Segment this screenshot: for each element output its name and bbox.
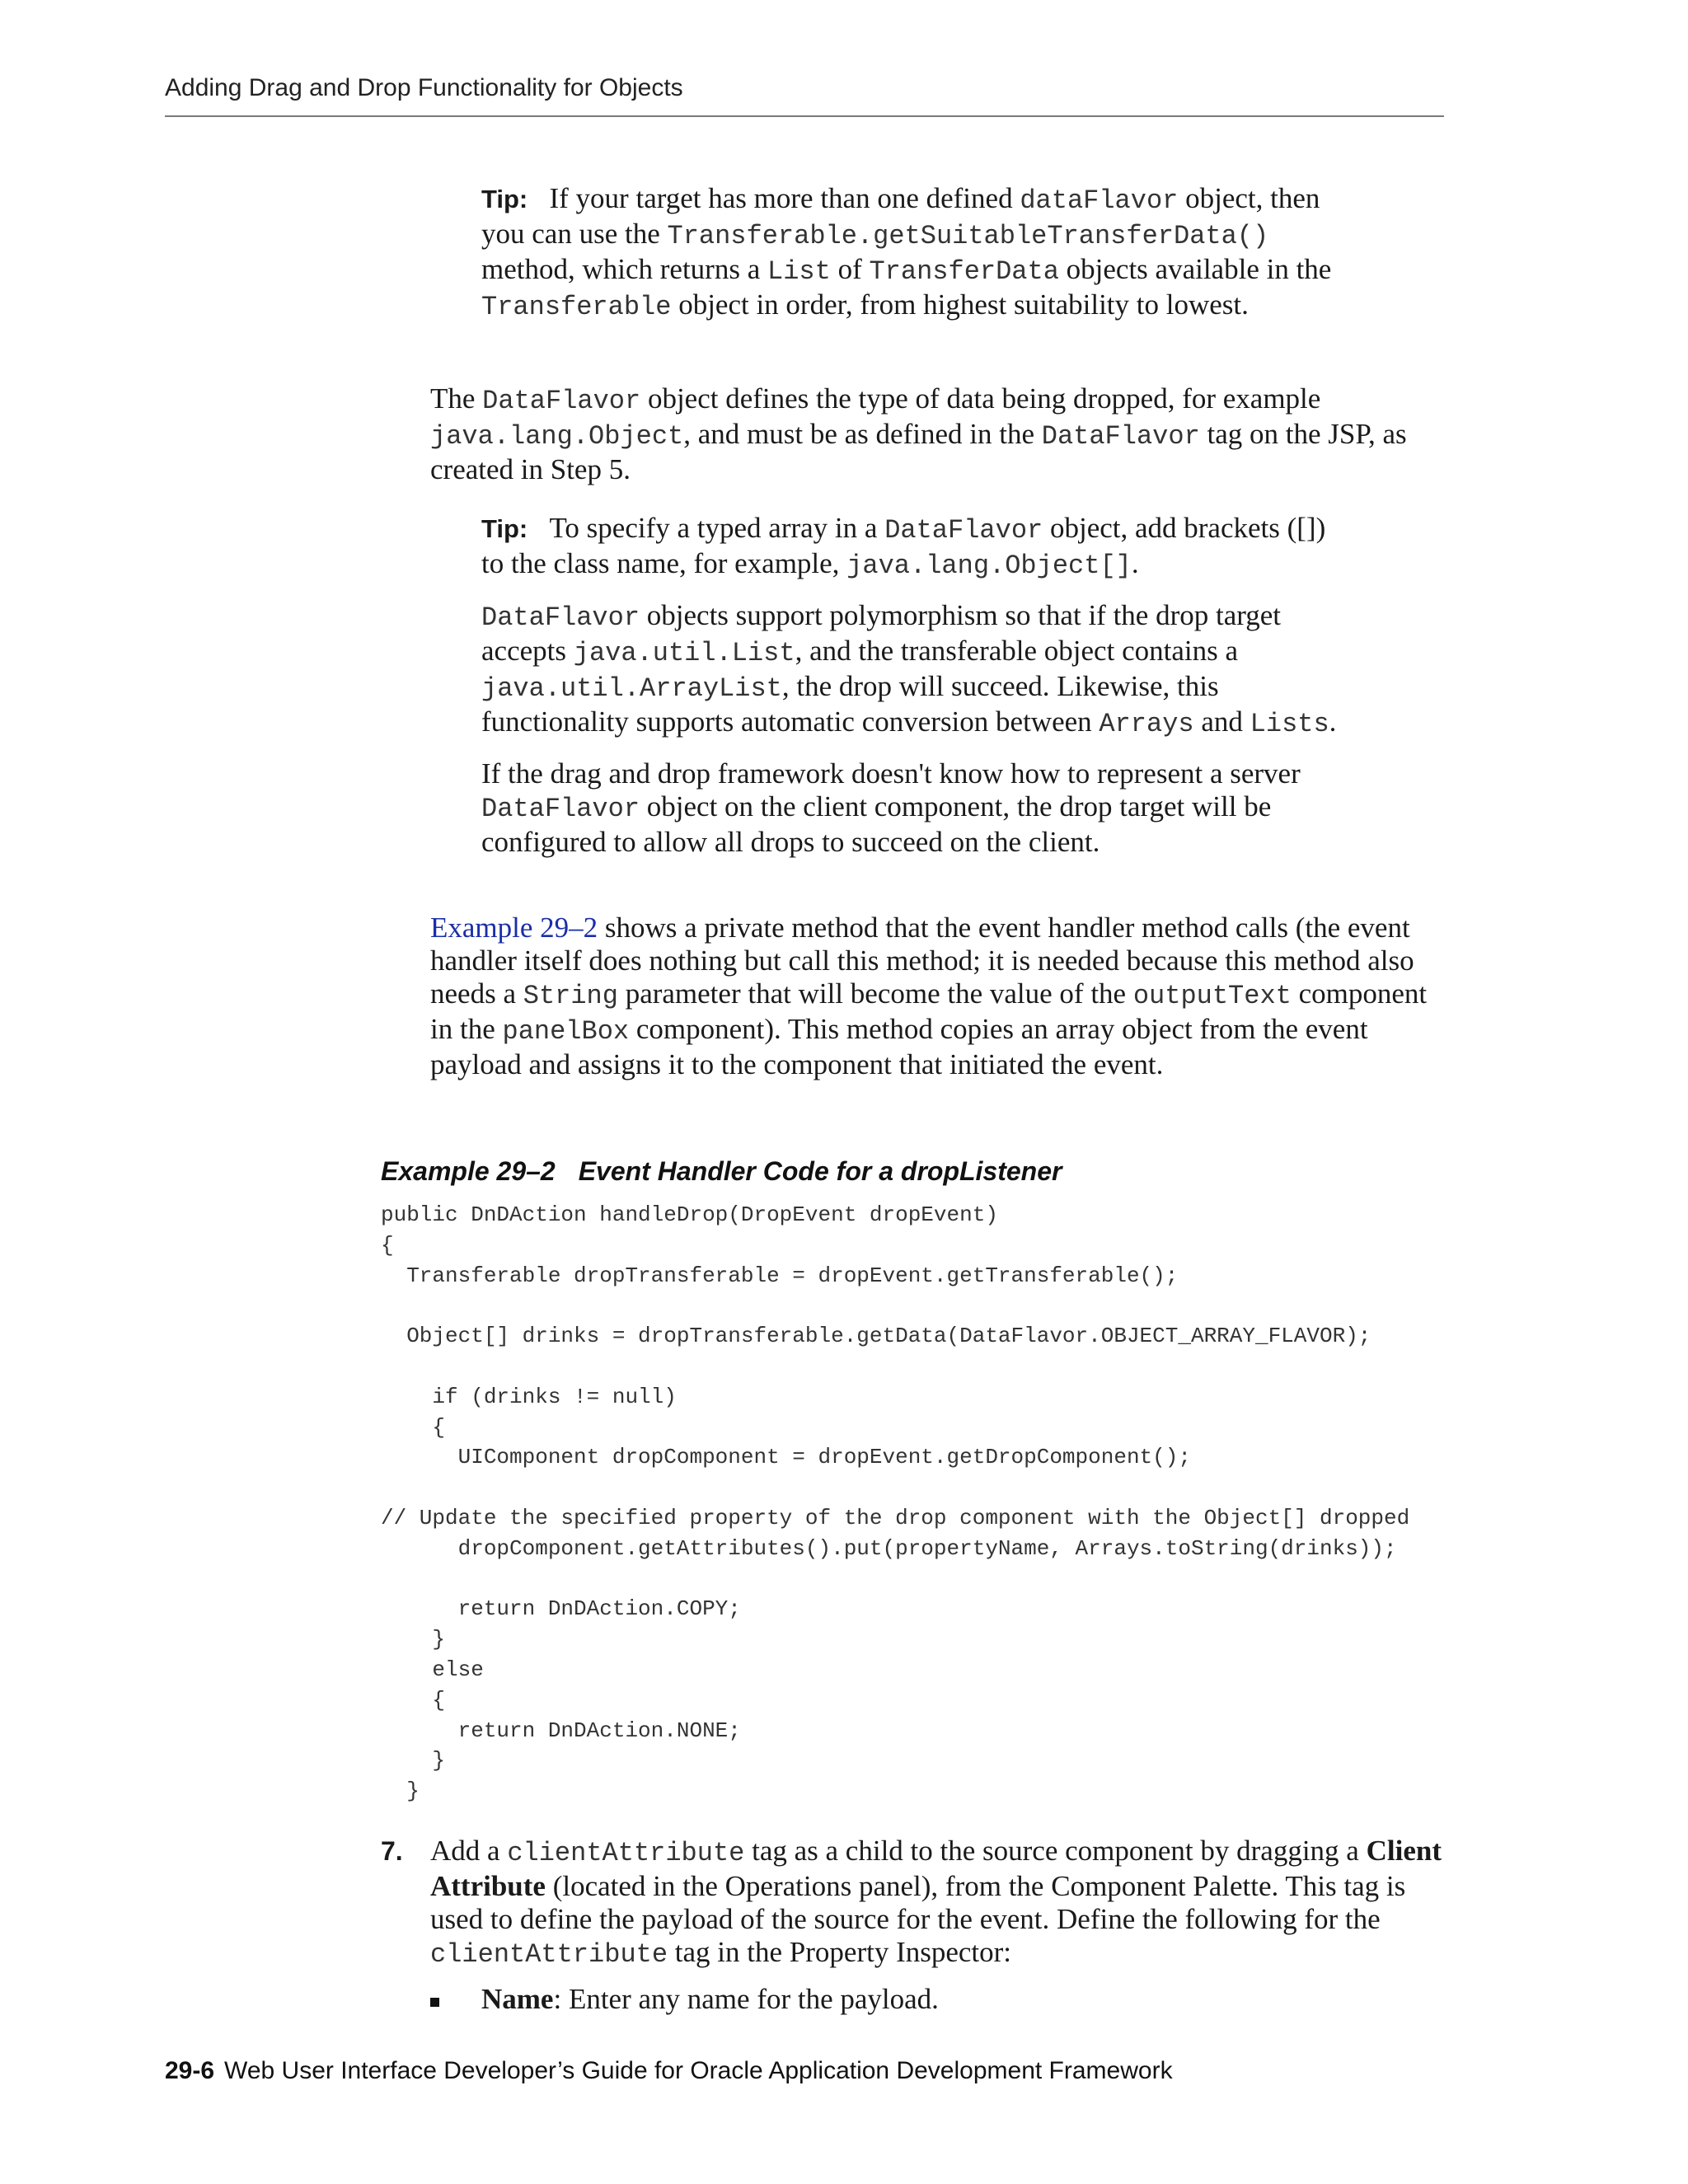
text: tag as a child to the source component by dragging a: [744, 1835, 1367, 1867]
page-footer: [165, 2057, 1173, 2085]
text: component in the: [430, 977, 1428, 1045]
running-header: Adding Drag and Drop Functionality for Objects: [165, 74, 683, 101]
bullet-label: Name: [481, 1983, 554, 2015]
book-title: Web User Interface Developer’s Guide for Oracle Application Development Framework: [224, 2057, 1173, 2084]
paragraph: [430, 912, 1444, 1081]
text: If the drag and drop framework doesn't know how to represent a server: [481, 757, 1301, 790]
example-number: Example 29–2: [381, 1156, 556, 1186]
text: , the drop will succeed. Likewise, this functionality supports automatic conversion between: [481, 670, 1219, 738]
tip-label: Tip:: [481, 185, 528, 213]
code-listing: public DnDAction handleDrop(DropEvent dropEvent) { Transferable dropTransferable = dropEvent.getTransferable(); Object[] drinks = dropTransferable.getData(DataFlavor.OBJECT_ARRAY_FLAVOR); if (drinks != null) { UIComponent dropComponent = dropEvent.getDropComponent(); // Update the specified property of the drop component with the Object[] dropped dropComponent.getAttributes().put(propertyName, Arrays.toString(drinks)); return DnDAction.COPY; } else { return DnDAction.NONE; } }: [381, 1202, 1410, 1804]
text: objects available in the: [1058, 253, 1332, 285]
code-term: java.lang.Object: [430, 421, 684, 452]
text: object in order, from highest suitability to lowest.: [671, 288, 1249, 321]
code-term: panelBox: [502, 1016, 630, 1047]
text: To specify a typed array in a: [549, 512, 885, 544]
text: of: [830, 253, 870, 285]
text: tag on the JSP, as created in Step 5.: [430, 418, 1407, 485]
text: object on the client component, the drop target will be configured to allow all drops to succeed on the client.: [481, 790, 1272, 858]
code-term: DataFlavor: [481, 794, 640, 824]
text: shows a private method that the event handler method calls (the event handler itself does nothing but call this method; it is needed because this method also needs a: [430, 912, 1414, 1010]
bullet-item-name: [481, 1983, 1388, 2016]
body-paragraph-example-intro: [430, 912, 1444, 1081]
paragraph: [430, 1835, 1444, 1971]
code-term: Arrays: [1099, 709, 1194, 739]
paragraph: [481, 1983, 1388, 2016]
tip-paragraph: [481, 512, 1339, 583]
text: : Enter any name for the payload.: [553, 1983, 939, 2015]
text: object defines the type of data being dropped, for example: [640, 382, 1321, 415]
text: method, which returns a: [481, 253, 767, 285]
tip-note-transferable: [481, 182, 1339, 324]
code-term: TransferData: [869, 256, 1059, 287]
code-term: clientAttribute: [507, 1838, 745, 1868]
bullet-square-icon: [430, 1998, 439, 2007]
page-number: 29-6: [165, 2057, 215, 2084]
text: tag in the Property Inspector:: [668, 1936, 1012, 1968]
tip-paragraph: [481, 757, 1339, 859]
step-number: 7.: [381, 1836, 403, 1866]
code-term: DataFlavor: [482, 386, 641, 416]
code-term: dataFlavor: [1020, 185, 1179, 216]
example-link[interactable]: Example 29–2: [430, 912, 598, 944]
text: , and the transferable object contains a: [795, 635, 1238, 667]
tip-paragraph: [481, 599, 1339, 741]
text: .: [1131, 547, 1139, 579]
text: component). This method copies an array object from the event payload and assigns it to the component that initiated the event.: [430, 1013, 1368, 1080]
code-term: java.util.ArrayList: [481, 673, 782, 704]
code-term: clientAttribute: [430, 1939, 668, 1970]
code-term: List: [767, 256, 831, 287]
tip-note-typed-array: [481, 512, 1339, 859]
text: object, add brackets ([]) to the class name, for example,: [481, 512, 1326, 579]
code-term: java.util.List: [573, 638, 795, 668]
text: The: [430, 382, 483, 415]
code-term: Transferable.getSuitableTransferData(): [667, 221, 1269, 251]
example-title: Event Handler Code for a dropListener: [578, 1156, 1062, 1186]
text: objects support polymorphism so that if the drop target accepts: [481, 599, 1282, 667]
code-term: Transferable: [481, 292, 672, 322]
ui-term: Client Attribute: [430, 1835, 1442, 1902]
example-caption: [381, 1156, 1062, 1187]
body-paragraph-dataflavor: [430, 382, 1444, 486]
text: , and must be as defined in the: [683, 418, 1042, 450]
tip-paragraph: [481, 182, 1339, 324]
code-term: DataFlavor: [481, 602, 640, 633]
text: Add a: [430, 1835, 508, 1867]
text: If your target has more than one defined: [549, 182, 1020, 214]
text: (located in the Operations panel), from the Component Palette. This tag is used to define the payload of the source for the event. Define the following for the: [430, 1870, 1406, 1935]
code-term: String: [523, 981, 618, 1011]
code-term: java.lang.Object[]: [846, 551, 1132, 581]
text: .: [1329, 705, 1337, 738]
code-term: DataFlavor: [1041, 421, 1200, 452]
header-rule: [165, 115, 1444, 117]
code-term: outputText: [1132, 981, 1292, 1011]
step-7-paragraph: [430, 1835, 1444, 1971]
text: parameter that will become the value of the: [617, 977, 1133, 1010]
paragraph: [430, 382, 1444, 486]
code-term: Lists: [1250, 709, 1329, 739]
text: object, then you can use the: [481, 182, 1320, 250]
code-term: DataFlavor: [884, 515, 1043, 546]
text: and: [1193, 705, 1250, 738]
tip-label: Tip:: [481, 514, 528, 543]
